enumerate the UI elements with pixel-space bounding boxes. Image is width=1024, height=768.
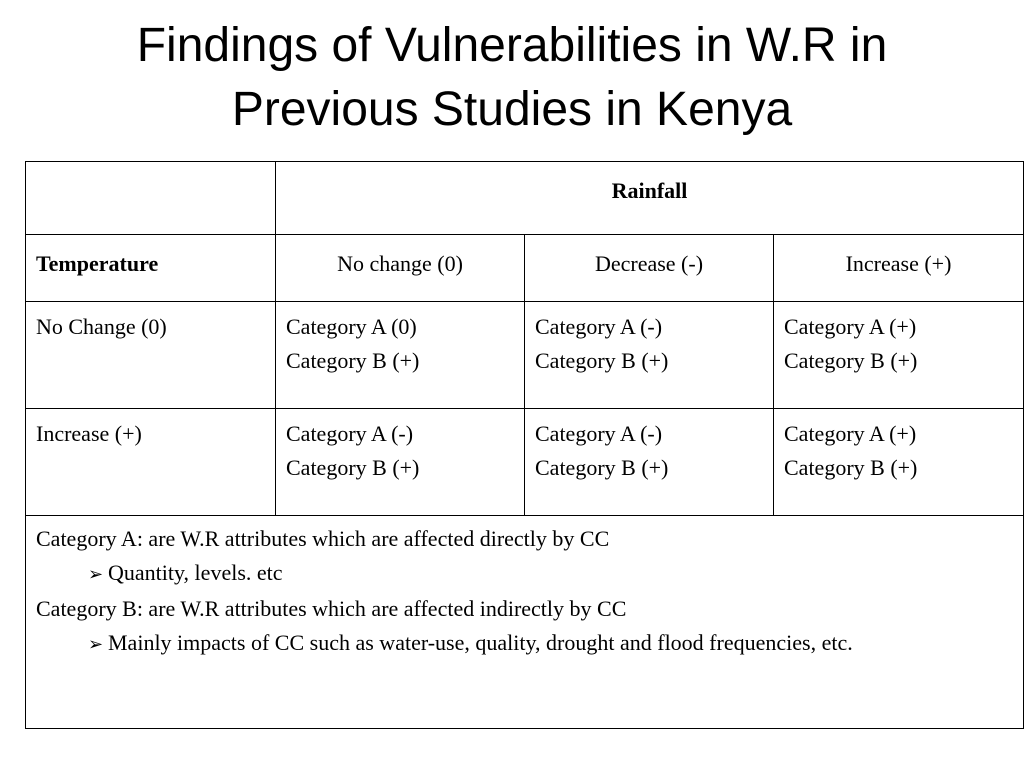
table-cell [525, 409, 774, 516]
category-b-definition: Category B: are W.R attributes which are affected indirectly by CC [36, 596, 627, 621]
cell-line: Category B (+) [535, 455, 669, 480]
column-header-increase: Increase (+) [774, 235, 1024, 302]
cell-line: Category B (+) [286, 348, 420, 373]
table-cell [774, 409, 1024, 516]
cell-line: Category B (+) [535, 348, 669, 373]
findings-table [25, 161, 1024, 729]
cell-line: Category A (-) [535, 314, 663, 339]
table-cell [774, 302, 1024, 409]
cell-line: Category B (+) [286, 455, 420, 480]
cell-line: Category B (+) [784, 455, 918, 480]
table-subheader-row [26, 235, 1024, 302]
table-row [26, 302, 1024, 409]
category-b-bullet-text: Mainly impacts of CC such as water-use, quality, drought and flood frequencies, etc. [108, 630, 853, 655]
cell-line: Category A (+) [784, 421, 917, 446]
table-row [26, 409, 1024, 516]
slide-title-line-2: Previous Studies in Kenya [231, 83, 793, 136]
table-cell [276, 302, 525, 409]
cell-line: Category A (0) [286, 314, 417, 339]
category-a-bullet-text: Quantity, levels. etc [108, 560, 283, 585]
cell-line: Category A (-) [535, 421, 663, 446]
cell-line: Category A (-) [286, 421, 414, 446]
notes-row [26, 516, 1024, 729]
temperature-header-cell: Temperature [26, 235, 276, 302]
arrow-bullet-icon: ➢ [88, 564, 104, 585]
table-cell [525, 302, 774, 409]
rainfall-header-cell: Rainfall [276, 162, 1024, 235]
category-a-definition: Category A: are W.R attributes which are affected directly by CC [36, 526, 610, 551]
empty-corner-cell [26, 162, 276, 235]
arrow-bullet-icon: ➢ [88, 634, 104, 655]
slide-title [0, 14, 1024, 142]
column-header-decrease: Decrease (-) [525, 235, 774, 302]
cell-line: Category A (+) [784, 314, 917, 339]
category-b-bullet [36, 626, 1013, 662]
table-cell [276, 409, 525, 516]
category-a-bullet [36, 556, 1013, 592]
column-header-no-change: No change (0) [276, 235, 525, 302]
row-label-increase: Increase (+) [26, 409, 276, 516]
row-label-no-change: No Change (0) [26, 302, 276, 409]
slide-title-line-1: Findings of Vulnerabilities in W.R in [136, 19, 888, 72]
notes-cell [26, 516, 1024, 729]
cell-line: Category B (+) [784, 348, 918, 373]
table-header-row [26, 162, 1024, 235]
